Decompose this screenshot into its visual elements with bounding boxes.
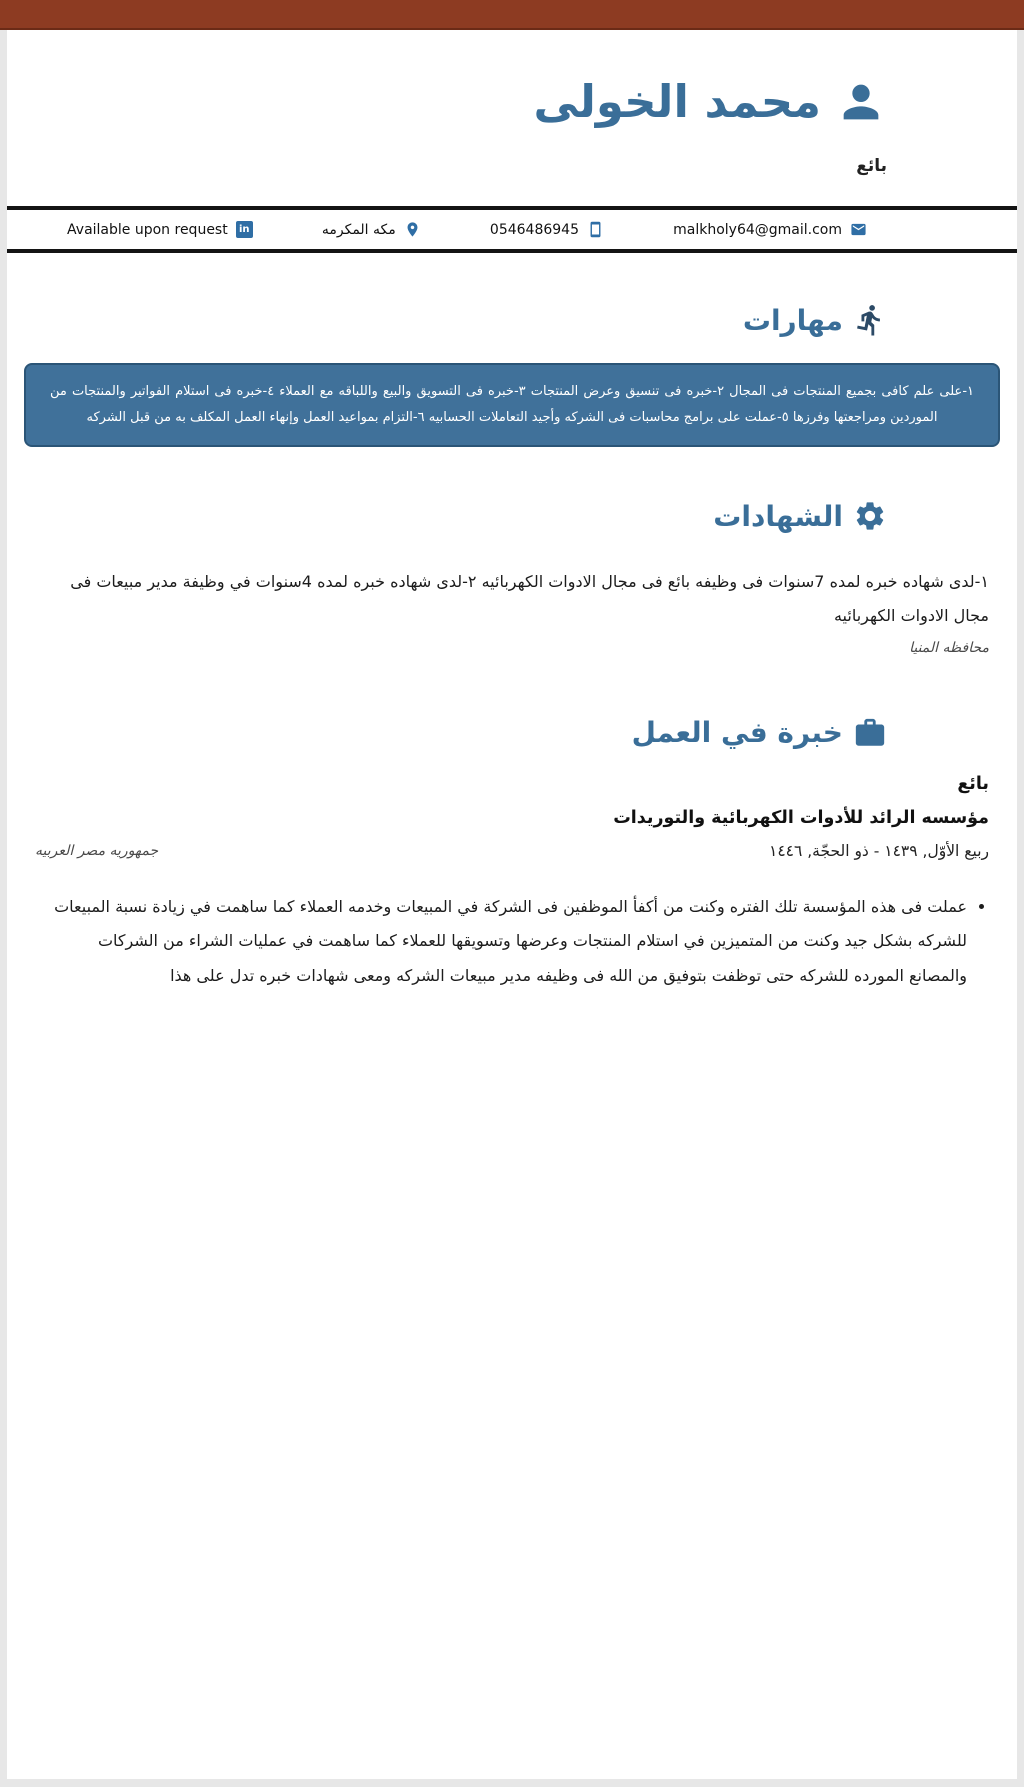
certificates-text: ١-لدى شهاده خبره لمده 7سنوات فى وظيفه بائع فى مجال الادوات الكهربائيه ٢-لدى شهاده خبره لمده 4سنوات في وظيفة مدير مبيعات فى مجال الادوات الكهربائيه (70, 572, 989, 626)
contact-bar (7, 206, 1017, 253)
candidate-name: محمد الخولى (533, 75, 821, 129)
top-bar (0, 0, 1024, 30)
phone-icon (587, 221, 604, 238)
experience-bullet: • عملت فى هذه المؤسسة تلك الفتره وكنت من أكفأ الموظفين فى الشركة في المبيعات وخدمه العملاء كما ساهمت في زيادة نسبة المبيعات للشركه بشكل جيد وكنت من المتميزين في استلام المنتجات وعرضها وتسويقها للعملاء كما ساهمت في عمليات الشراء من الشركات والمصانع المورده للشركه حتى توظفت بتوفيق من الله فى وظيفه مدير مبيعات الشركه ومعى شهادات خبره تدل على هذا (49, 890, 967, 993)
experience-body (7, 774, 1017, 993)
contact-location-label: مكه المكرمه (321, 221, 396, 238)
contact-availability (67, 221, 253, 238)
contact-phone (490, 221, 604, 238)
email-icon (850, 221, 867, 238)
section-experience (7, 716, 1017, 993)
resume-page (7, 30, 1017, 1779)
name-row (33, 76, 887, 128)
linkedin-icon: in (236, 221, 253, 238)
briefcase-icon (853, 716, 887, 750)
contact-email-label: malkholy64@gmail.com (673, 221, 842, 238)
experience-meta-row (35, 842, 989, 860)
contact-availability-label: Available upon request (67, 221, 228, 238)
skills-icon (853, 303, 887, 337)
experience-description (35, 890, 989, 993)
certificates-header (7, 499, 1017, 533)
location-pin-icon (404, 221, 421, 238)
skills-box: ١-على علم كافى بجميع المنتجات فى المجال ٢-خبره فى تنسيق وعرض المنتجات ٣-خبره فى التسويق والبيع واللباقه مع العملاء ٤-خبره فى استلام الفواتير والمنتجات من الموردين ومراجعتها وفرزها ٥-عملت على برامج محاسبات فى الشركه وأجيد التعاملات الحسابيه ٦-التزام بمواعيد العمل وإنهاء العمل المكلف به من قبل الشركه (24, 363, 1000, 447)
skills-title: مهارات (742, 303, 843, 337)
person-icon (835, 76, 887, 128)
certificates-title: الشهادات (713, 499, 843, 533)
certificates-badge-icon (853, 499, 887, 533)
experience-job-title: بائع (957, 773, 989, 794)
experience-title: خبرة في العمل (631, 716, 843, 750)
certificates-location: محافظه المنيا (909, 639, 989, 656)
experience-company: مؤسسه الرائد للأدوات الكهربائية والتوريدات (613, 807, 989, 828)
certificates-body (7, 565, 1017, 656)
section-certificates (7, 499, 1017, 656)
experience-country: جمهوريه مصر العربيه (35, 842, 159, 859)
candidate-job-title: بائع (856, 156, 887, 176)
contact-email (673, 221, 867, 238)
experience-header (7, 716, 1017, 750)
contact-location (322, 221, 421, 238)
skills-header (7, 303, 1017, 337)
section-skills (7, 303, 1017, 447)
experience-date-range: ربيع الأوّل, ١٤٣٩ - ذو الحجّة, ١٤٤٦ (769, 841, 989, 860)
contact-phone-label: 0546486945 (489, 221, 579, 238)
resume-header (7, 30, 1017, 176)
